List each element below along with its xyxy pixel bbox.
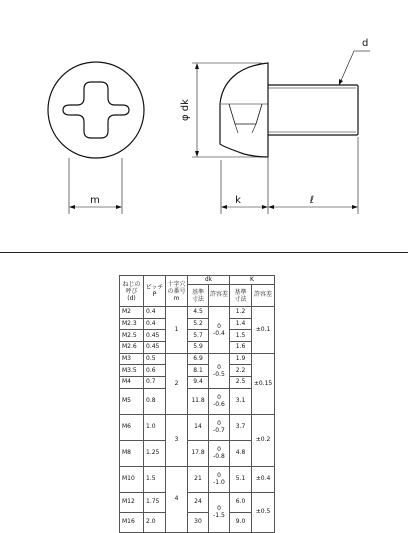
table-row [120,330,275,342]
k-basic-cell: 1.4 [230,318,252,330]
k-tol-cell: ±0.2 [252,414,275,466]
k-basic-cell: 2.2 [230,365,252,377]
dk-basic-cell: 8.1 [188,365,209,377]
dk-tol-cell: 0 -0.8 [209,440,230,466]
dk-basic-cell: 6.9 [188,353,209,365]
header-dk: dk [188,276,230,285]
k-basic-cell: 1.2 [230,307,252,319]
header-pitch: ピッチ P [144,276,166,307]
pitch-cell: 1.0 [144,414,166,440]
k-basic-cell: 1.5 [230,330,252,342]
k-basic-cell: 1.6 [230,342,252,354]
dk-basic-cell: 4.5 [188,307,209,319]
section-divider [0,252,408,253]
pitch-cell: 0.4 [144,307,166,319]
dk-tol-cell: 0 -0.7 [209,414,230,440]
dk-basic-cell: 30 [188,512,209,532]
pitch-cell: 1.75 [144,492,166,512]
table-row [120,365,275,377]
table-row [120,353,275,365]
pitch-cell: 0.5 [144,353,166,365]
dimension-table [119,275,275,533]
size-cell: M3.5 [120,365,144,377]
pitch-cell: 1.25 [144,440,166,466]
head-recess [229,104,262,124]
size-cell: M2.5 [120,330,144,342]
cross-no-cell: 1 [166,307,188,354]
label-m: m [90,195,100,206]
table-row [120,512,275,532]
dk-basic-cell: 5.7 [188,330,209,342]
table-row [120,466,275,492]
k-tol-cell: ±0.4 [252,466,275,492]
dk-tol-cell: 0 -0.4 [209,307,230,354]
size-cell: M5 [120,388,144,414]
k-basic-cell: 5.1 [230,466,252,492]
label-dk: φ dk [180,99,191,121]
screw-shank [268,85,358,135]
table-row [120,377,275,389]
size-cell: M3 [120,353,144,365]
screw-head-side-view [220,63,268,157]
screw-drawing [0,0,408,250]
dk-tol-cell: 0 -0.5 [209,353,230,388]
k-basic-cell: 3.1 [230,388,252,414]
k-tol-cell: ±0.1 [252,307,275,354]
pitch-cell: 0.8 [144,388,166,414]
size-cell: M4 [120,377,144,389]
pitch-cell: 0.7 [144,377,166,389]
dk-basic-cell: 21 [188,466,209,492]
header-cross-no: 十字穴 の番号 m [166,276,188,307]
cross-no-cell: 2 [166,353,188,414]
header-k: K [230,276,275,285]
k-tol-cell: ±0.15 [252,353,275,414]
table-row [120,440,275,466]
label-k: k [235,195,241,206]
size-cell: M2 [120,307,144,319]
pitch-cell: 0.45 [144,342,166,354]
dk-basic-cell: 17.8 [188,440,209,466]
pitch-cell: 1.5 [144,466,166,492]
table-row [120,414,275,440]
phillips-cross-recess [63,82,129,138]
size-cell: M8 [120,440,144,466]
dk-tol-cell: 0 -1.0 [209,466,230,492]
k-basic-cell: 6.0 [230,492,252,512]
d-leader [339,51,354,85]
cross-no-cell: 3 [166,414,188,466]
table-row [120,388,275,414]
header-dk-basic: 基準 寸法 [188,285,209,307]
k-basic-cell: 3.7 [230,414,252,440]
dk-tol-cell: 0 -0.6 [209,388,230,414]
pitch-cell: 0.4 [144,318,166,330]
dk-basic-cell: 9.4 [188,377,209,389]
dk-basic-cell: 5.2 [188,318,209,330]
header-k-tolerance: 許容差 [252,285,275,307]
label-l: ℓ [309,195,315,206]
pitch-cell: 2.0 [144,512,166,532]
dk-basic-cell: 5.9 [188,342,209,354]
header-size: ねじの 呼び (d) [120,276,144,307]
k-basic-cell: 4.8 [230,440,252,466]
dk-basic-cell: 11.8 [188,388,209,414]
header-dk-tolerance: 許容差 [209,285,230,307]
k-basic-cell: 9.0 [230,512,252,532]
pitch-cell: 0.45 [144,330,166,342]
k-basic-cell: 2.5 [230,377,252,389]
dk-basic-cell: 24 [188,492,209,512]
label-d: d [362,38,369,49]
k-basic-cell: 1.9 [230,353,252,365]
size-cell: M12 [120,492,144,512]
table-row [120,307,275,319]
table-row [120,342,275,354]
pitch-cell: 0.6 [144,365,166,377]
table-row [120,492,275,512]
dk-tol-cell: 0 -1.5 [209,492,230,532]
cross-no-cell: 4 [166,466,188,532]
size-cell: M16 [120,512,144,532]
table-row [120,318,275,330]
size-cell: M2.3 [120,318,144,330]
size-cell: M2.6 [120,342,144,354]
size-cell: M10 [120,466,144,492]
size-cell: M6 [120,414,144,440]
header-k-basic: 基準 寸法 [230,285,252,307]
k-tol-cell: ±0.5 [252,492,275,532]
dk-basic-cell: 14 [188,414,209,440]
